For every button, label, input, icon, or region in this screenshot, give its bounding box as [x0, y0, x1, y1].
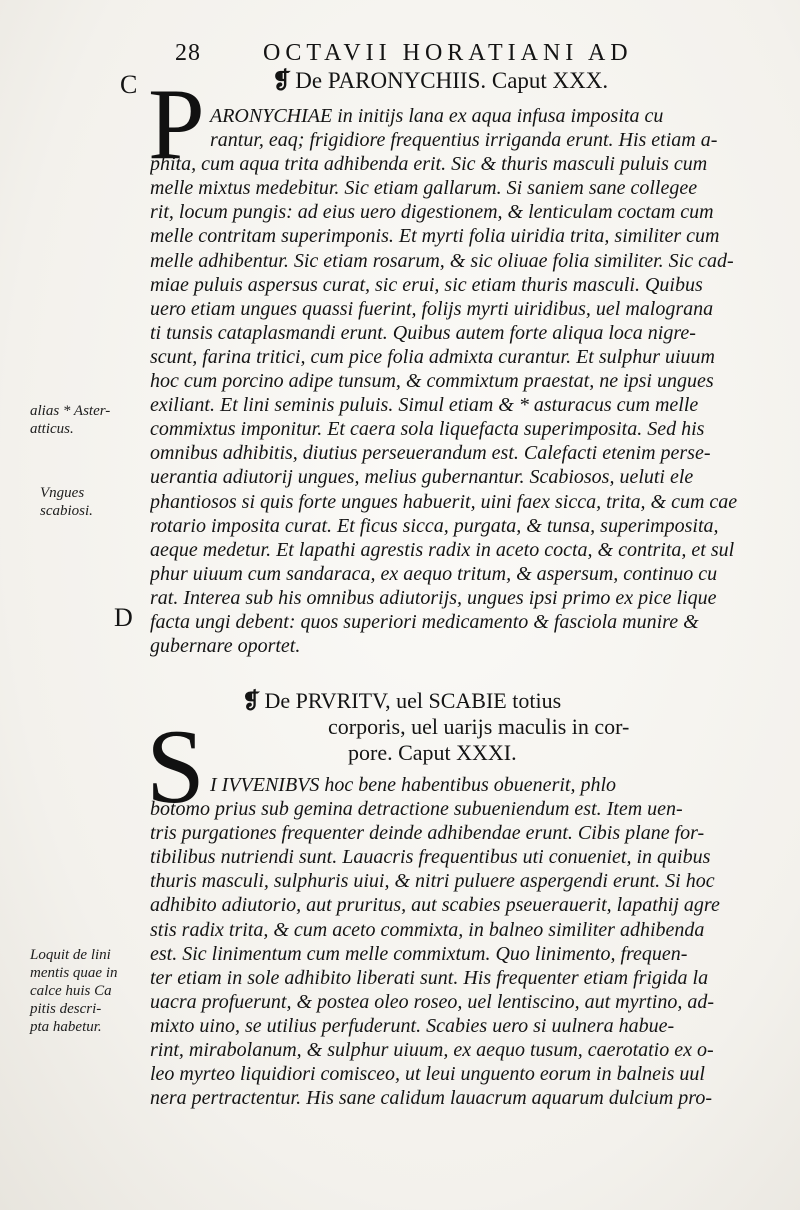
text-line: adhibito adiutorio, aut pruritus, aut scabies pseuerauerit, lapathij agre	[150, 894, 720, 917]
text-line: melle contritam superimponis. Et myrti folia uiridia trita, similiter cum	[150, 225, 720, 248]
chapter-31-title-line: pore. Caput XXXI.	[348, 740, 517, 765]
marginal-note-line: alias * Aster-	[30, 403, 111, 419]
drop-cap-s: S	[146, 708, 205, 825]
marginal-note-line: pta habetur.	[30, 1019, 102, 1035]
section-signature-d: D	[114, 603, 133, 632]
text-line: nera pertractentur. His sane calidum lauacrum aquarum dulcium pro-	[150, 1087, 712, 1110]
text-line: omnibus adhibitis, diutius perseuerandum est. Calefacti etenim perse-	[150, 442, 711, 465]
text-line: uerantia adiutorij ungues, melius gubernantur. Scabiosos, ueluti ele	[150, 466, 694, 489]
text-line: phur uiuum cum sandaraca, ex aequo tritum, & aspersum, continuo cu	[150, 562, 718, 585]
text-line: tibilibus nutriendi sunt. Lauacris frequentibus uti conueniet, in quibus	[150, 846, 711, 869]
page-number: 28	[175, 40, 201, 66]
text-line: ter etiam in sole adhibito liberati sunt. His frequenter etiam frigida la	[150, 966, 709, 989]
running-title: OCTAVII HORATIANI AD	[263, 40, 633, 66]
text-line: ARONYCHIAE in initijs lana ex aqua infusa imposita cu	[210, 105, 664, 127]
text-line: gubernare oportet.	[150, 635, 301, 658]
pilcrow-icon: ❡	[272, 68, 292, 93]
marginal-note-line: pitis descri-	[30, 1001, 102, 1017]
text-line: ti tunsis cataplasmandi erunt. Quibus autem forte aliqua loca nigre-	[150, 321, 696, 344]
chapter-31-title-line	[242, 688, 762, 714]
pilcrow-icon: ❡	[242, 688, 261, 713]
text-line: botomo prius sub gemina detractione subueniendum est. Item uen-	[150, 798, 683, 821]
text-line: rint, mirabolanum, & sulphur uiuum, ex aequo tusum, caerotatio ex o-	[150, 1039, 714, 1062]
text-line: rat. Interea sub his omnibus adiutorijs, ungues ipsi primo ex pice lique	[150, 586, 717, 609]
text-line: exiliant. Et lini seminis puluis. Simul etiam & * asturacus cum melle	[150, 394, 699, 417]
text-line: uacra profuerunt, & postea oleo roseo, uel lentiscino, aut myrtino, ad-	[150, 990, 715, 1013]
marginal-note-line: calce huis Ca	[30, 983, 112, 999]
marginal-note-liniment	[30, 946, 142, 1036]
section-signature-c: C	[120, 70, 138, 99]
chapter-31-title	[242, 688, 762, 766]
text-line: mixto uino, se utilius perfuderunt. Scabies uero si uulnera habue-	[150, 1014, 675, 1037]
text-line: est. Sic linimentum cum melle commixtum. Quo linimento, frequen-	[150, 942, 688, 965]
text-line: miae puluis aspersus curat, sic erui, sic etiam thuris masculi. Quibus	[150, 273, 703, 296]
text-line: facta ungi debent: quos superiori medicamento & fasciola munire &	[150, 610, 699, 633]
text-line: melle mixtus medebitur. Sic etiam gallarum. Si saniem sane collegee	[150, 177, 698, 200]
text-line: phantiosos si quis forte ungues habuerit, uini faex sicca, trita, & cum cae	[150, 490, 738, 513]
marginal-note-line: Vngues	[40, 485, 85, 501]
chapter-30-text	[150, 104, 780, 658]
chapter-31-text	[150, 773, 780, 1110]
text-line: rantur, eaq; frigidiore frequentius irriganda erunt. His etiam a-	[210, 129, 718, 152]
text-line: scunt, farina tritici, cum pice folia admixta curantur. Et sulphur uiuum	[150, 345, 715, 368]
text-line: melle adhibentur. Sic etiam rosarum, & sic oliuae folia similiter. Sic cad-	[150, 249, 734, 272]
chapter-31-title-text: De PRVRITV, uel SCABIE totius	[264, 688, 562, 713]
running-header	[175, 40, 735, 67]
text-line: tris purgationes frequenter deinde adhibendae erunt. Cibis plane for-	[150, 822, 705, 845]
text-line: rotario imposita curat. Et ficus sicca, purgata, & tunsa, superimposita,	[150, 514, 719, 537]
text-line: stis radix trita, & cum aceto commixta, in balneo similiter adhibenda	[150, 918, 705, 941]
marginal-note-line: mentis quae in	[30, 965, 118, 981]
marginal-note-aster	[30, 402, 140, 438]
text-line: I IVVENIBVS hoc bene habentibus obuenerit, phlo	[210, 774, 617, 796]
marginal-note-line: Loquit de lini	[30, 947, 111, 963]
chapter-31-title-line: corporis, uel uarijs maculis in cor-	[328, 714, 630, 739]
text-line: leo myrteo liquidiori comisceo, ut leui unguento eorum in balneis uul	[150, 1063, 705, 1086]
drop-cap-p: P	[148, 68, 205, 181]
marginal-note-line: atticus.	[30, 421, 74, 437]
chapter-30-title	[272, 68, 782, 94]
text-line: uero etiam ungues quassi fuerint, folijs myrti uiridibus, uel malograna	[150, 297, 714, 320]
text-line: phita, cum aqua trita adhibenda erit. Sic & thuris masculi puluis cum	[150, 153, 708, 176]
text-line: commixtus imponitur. Et caera sola liquefacta superimposita. Sed his	[150, 418, 705, 441]
marginal-note-line: scabiosi.	[40, 503, 93, 519]
marginal-note-ungues	[40, 484, 135, 520]
text-line: aeque medetur. Et lapathi agrestis radix in aceto cocta, & contrita, et sul	[150, 538, 735, 561]
text-line: rit, locum pungis: ad eius uero digestionem, & lenticulam coctam cum	[150, 201, 714, 224]
text-line: hoc cum porcino adipe tunsum, & commixtum praestat, ne ipsi ungues	[150, 370, 714, 393]
text-line: thuris masculi, sulphuris uiui, & nitri puluere aspergendi erunt. Si hoc	[150, 870, 715, 893]
chapter-30-title-text: De PARONYCHIIS. Caput XXX.	[295, 68, 609, 93]
